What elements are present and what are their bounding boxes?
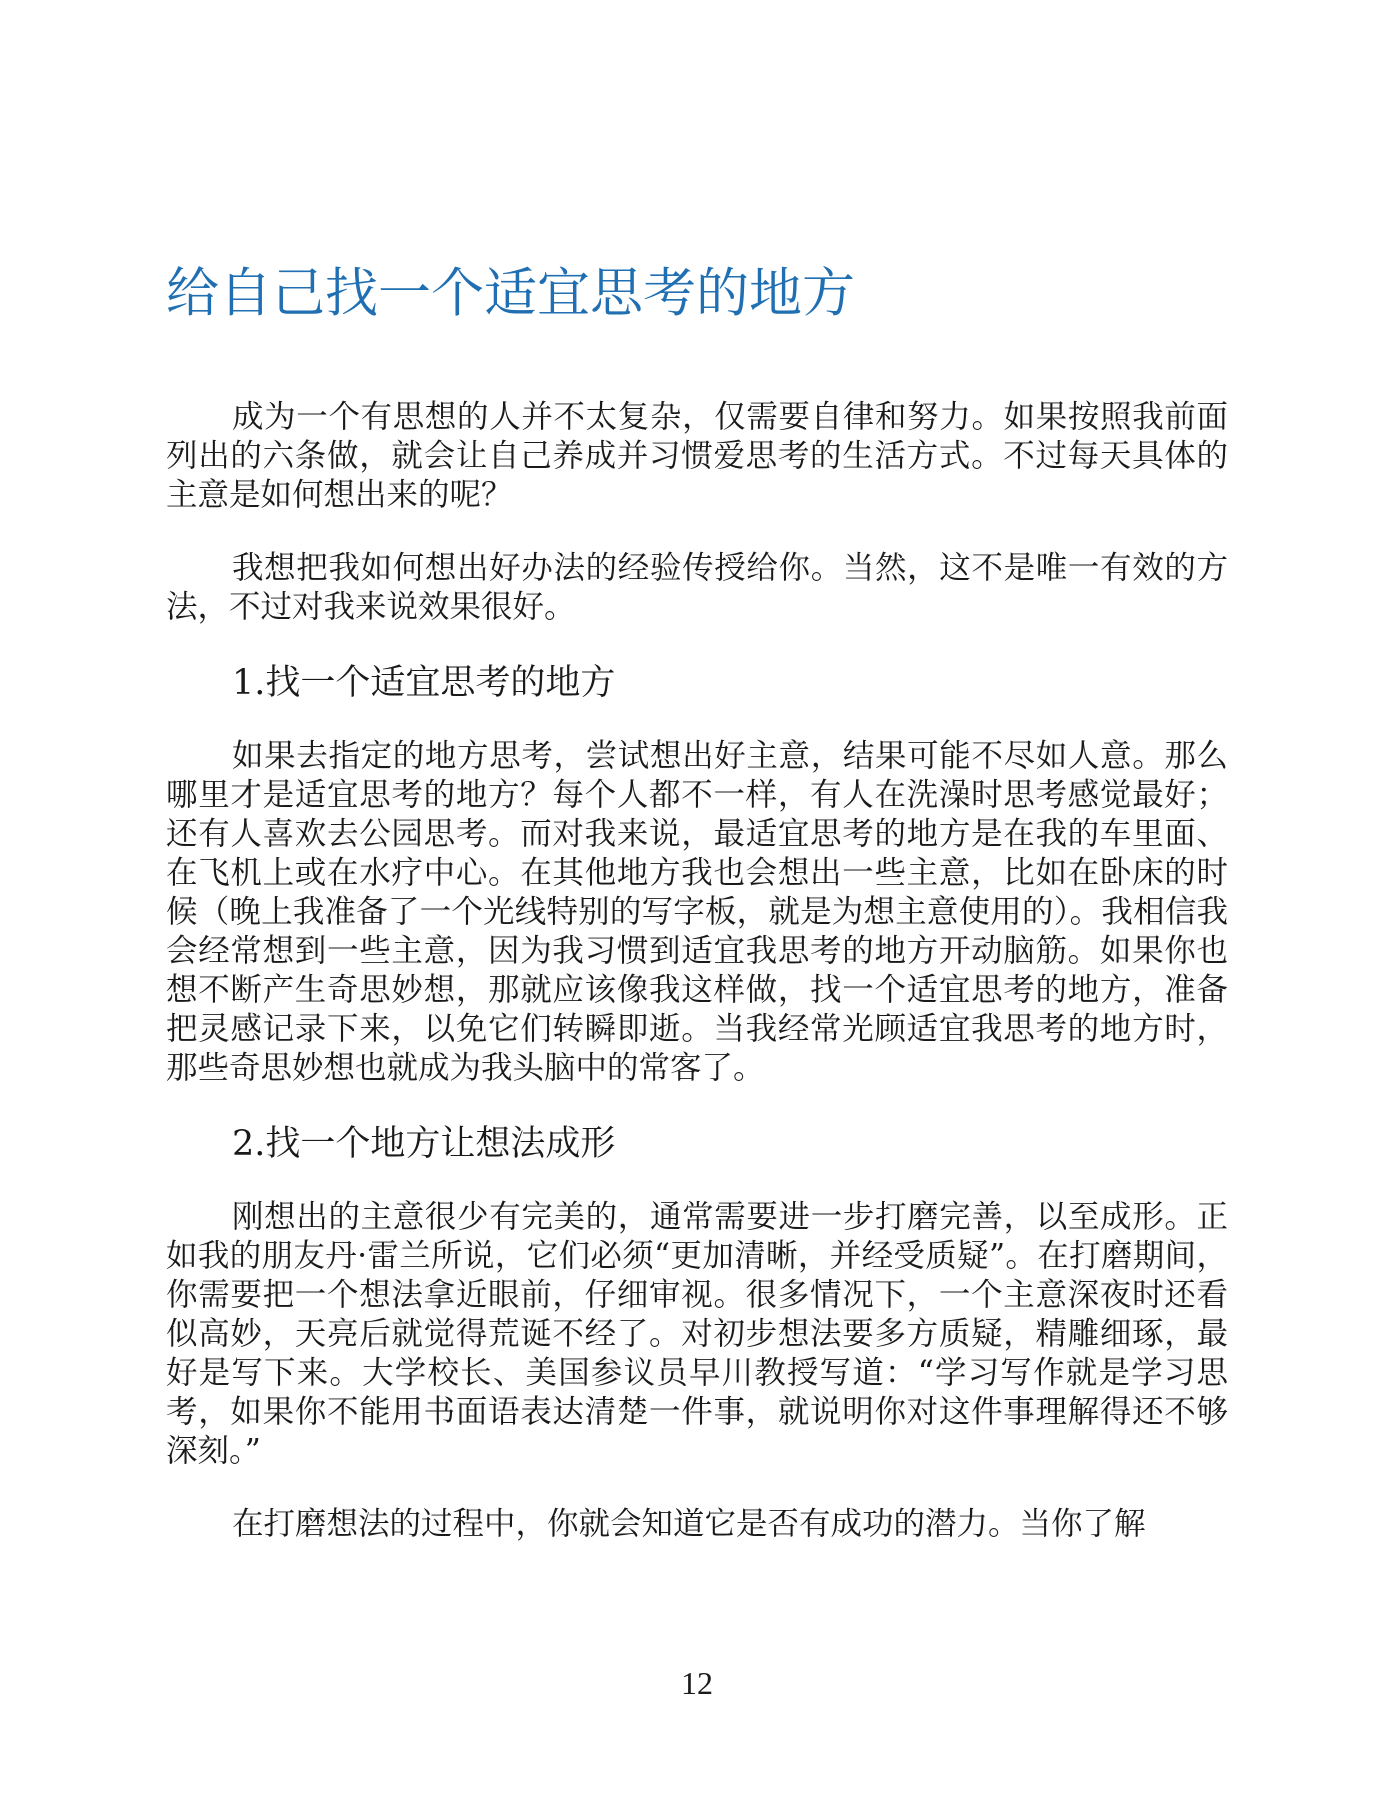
- section-heading-2: 2.找一个地方让想法成形: [232, 1124, 616, 1164]
- body-text: [166, 398, 1228, 1578]
- paragraph-section-2-continued: 在打磨想法的过程中，你就会知道它是否有成功的潜力。当你了解: [232, 1506, 1146, 1542]
- section-heading-1: 1.找一个适宜思考的地方: [232, 663, 616, 703]
- paragraph-intro-2: 我想把我如何想出好办法的经验传授给你。当然，这不是唯一有效的方法，不过对我来说效果很好。: [166, 550, 1228, 625]
- paragraph-intro-1: 成为一个有思想的人并不太复杂，仅需要自律和努力。如果按照我前面列出的六条做，就会让自己养成并习惯爱思考的生活方式。不过每天具体的主意是如何想出来的呢？: [166, 399, 1228, 513]
- chapter-title: 给自己找一个适宜思考的地方: [166, 263, 855, 324]
- paragraph-section-1: 如果去指定的地方思考，尝试想出好主意，结果可能不尽如人意。那么哪里才是适宜思考的地方？每个人都不一样，有人在洗澡时思考感觉最好；还有人喜欢去公园思考。而对我来说，最适宜思考的地方是在我的车里面、在飞机上或在水疗中心。在其他地方我也会想出一些主意，比如在卧床的时候（晚上我准备了一个光线特别的写字板，就是为想主意使用的）。我相信我会经常想到一些主意，因为我习惯到适宜我思考的地方开动脑筋。如果你也想不断产生奇思妙想，那就应该像我这样做，找一个适宜思考的地方，准备把灵感记录下来，以免它们转瞬即逝。当我经常光顾适宜我思考的地方时，那些奇思妙想也就成为我头脑中的常客了。: [166, 738, 1228, 1086]
- document-page: [166, 0, 1228, 1800]
- paragraph-section-2: 刚想出的主意很少有完美的，通常需要进一步打磨完善，以至成形。正如我的朋友丹·雷兰所说，它们必须“更加清晰，并经受质疑”。在打磨期间，你需要把一个想法拿近眼前，仔细审视。很多情况下，一个主意深夜时还看似高妙，天亮后就觉得荒诞不经了。对初步想法要多方质疑，精雕细琢，最好是写下来。大学校长、美国参议员早川教授写道：“学习写作就是学习思考，如果你不能用书面语表达清楚一件事，就说明你对这件事理解得还不够深刻。”: [166, 1199, 1228, 1469]
- page-number: 12: [681, 1665, 713, 1701]
